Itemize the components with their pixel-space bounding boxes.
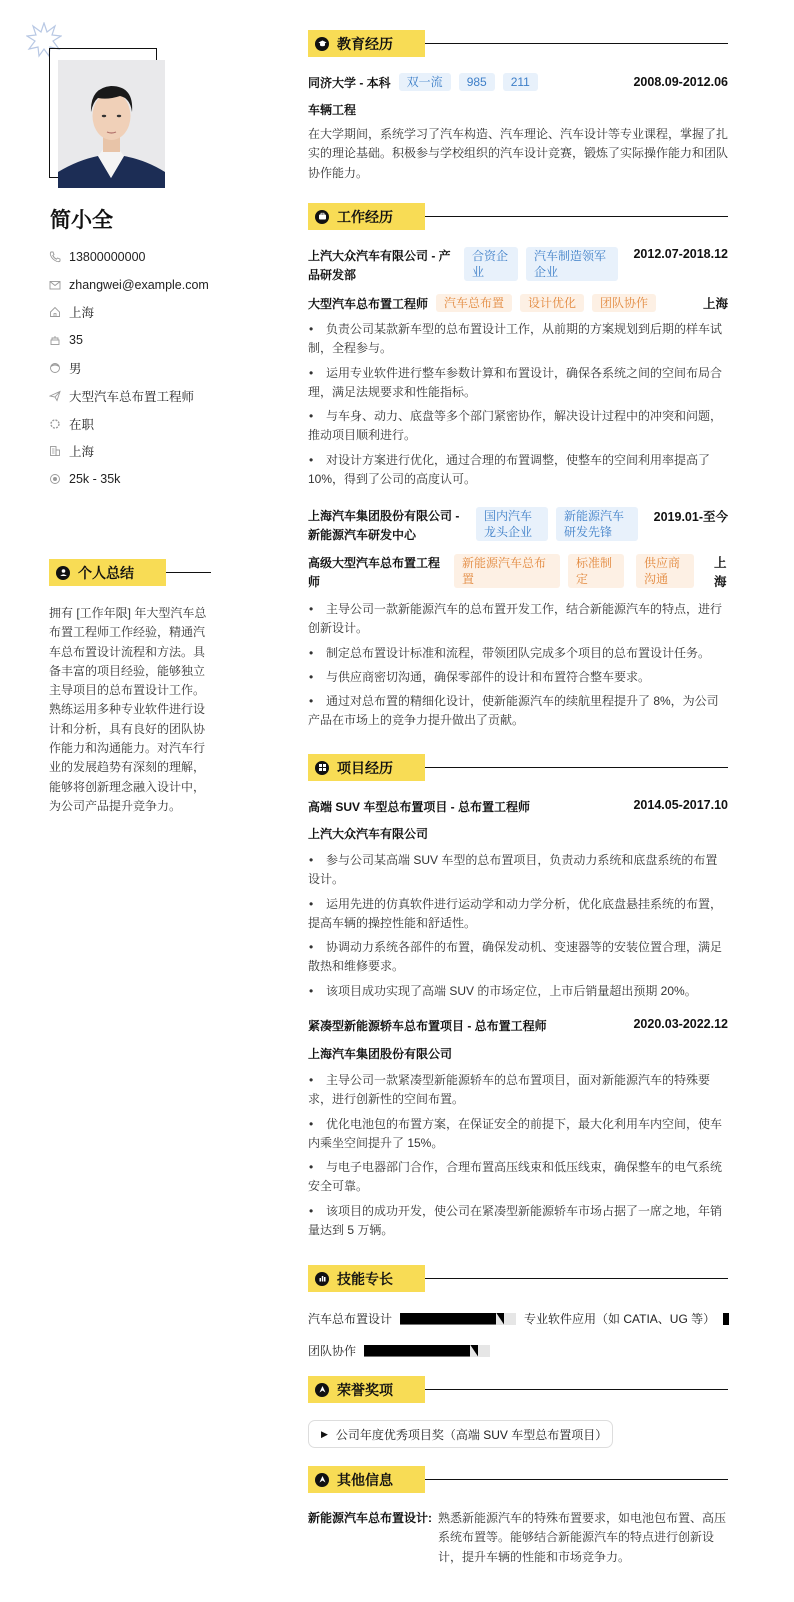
info-email [48,271,209,299]
bullet-item: • 对设计方案进行优化，通过合理的布置调整，使整车的空间利用率提高了 10%，得到了公司的高度认可。 [308,452,711,487]
job-role-row [308,294,728,312]
bullet-item: • 优化电池包的布置方案，在保证安全的前提下，最大化利用车内空间，使车内乘坐空间提升了 15%。 [308,1116,723,1150]
bullet-item: • 该项目的成功开发，使公司在紧凑型新能源轿车市场占据了一席之地，年销量达到 5 万辆。 [308,1203,723,1238]
divider [166,572,211,574]
expand-triangle-icon: ▶ [321,1428,328,1439]
school-name: 同济大学 - 本科 [308,75,391,90]
major: 车辆工程 [308,103,357,117]
school-tag: 985 [459,73,495,91]
education-header [308,73,728,91]
contact-info-list [48,243,209,493]
project-company: 上汽大众汽车有限公司 [308,827,429,841]
job-bullets [308,600,728,736]
bullet-item: • 负责公司某款新车型的总布置设计工作，从前期的方案规划到后期的样车试制，全程参与。 [308,322,723,356]
divider [425,1278,728,1280]
bullet-item: • 主导公司一款紧凑型新能源轿车的总布置项目，面对新能源汽车的特殊要求，进行创新性的空间布置。 [308,1073,711,1107]
avatar [58,60,165,188]
skill-item [308,1342,490,1359]
info-position [48,382,209,410]
role-tag: 设计优化 [520,294,584,312]
job-role: 大型汽车总布置工程师 [308,296,429,311]
info-value: 25k - 35k [69,472,121,487]
project-name: 紧凑型新能源轿车总布置项目 - 总布置工程师 [308,1019,547,1033]
divider [425,1389,728,1391]
skill-name: 团队协作 [308,1344,357,1358]
award-icon [315,1383,329,1397]
company-tag: 国内汽车龙头企业 [476,507,548,541]
info-value: 35 [69,333,83,348]
bullet-item: • 通过对总布置的精细化设计，使新能源汽车的续航里程提升了 8%，为公司产品在市场上的竞争力提升做出了贡献。 [308,694,719,728]
info-value: 男 [69,362,82,377]
bar-chart-icon [315,1272,329,1286]
section-title: 个人总结 [78,564,134,581]
school-tag: 双一流 [399,73,451,91]
education-description: 在大学期间，系统学习了汽车构造、汽车理论、汽车设计等专业课程，掌握了扎实的理论基础。积极参与学校组织的汽车设计竞赛，锻炼了实际操作能力和团队协作能力。 [308,127,729,180]
project-header [308,1017,728,1034]
skill-bar [723,1313,729,1325]
project-bullets [308,851,728,1006]
role-tag: 新能源汽车总布置 [454,554,560,588]
bullet-item: • 参与公司某高端 SUV 车型的总布置项目，负责动力系统和底盘系统的布置设计。 [308,853,718,887]
role-tag: 汽车总布置 [436,294,512,312]
info-icon [315,1473,329,1487]
building-icon [48,444,62,458]
info-value: zhangwei@example.com [69,277,209,292]
award-item[interactable] [308,1420,613,1448]
graduation-cap-icon [315,37,329,51]
job-date: 2012.07-2018.12 [633,247,728,261]
skill-item [308,1310,516,1327]
info-value: 13800000000 [69,249,146,264]
info-status [48,410,209,438]
section-header-other [308,1466,728,1493]
home-icon [48,305,62,319]
role-tag: 标准制定 [568,554,624,588]
role-tag: 供应商沟通 [636,554,694,588]
school-tag: 211 [503,73,538,91]
summary-text: 拥有 [工作年限] 年大型汽车总布置工程师工作经验，精通汽车总布置设计流程和方法。具备丰富的项目经验，能够独立主导项目的总布置设计工作。熟练运用多种专业软件进行设计和分析，具有良好的团队协作能力和沟通能力。对汽车行业的发展趋势有深刻的理解，能够将创新理念融入设计中，为公司产品提升竞争力。 [49,606,207,813]
info-age [48,326,209,354]
skill-item [524,1310,729,1327]
company-name: 上海汽车集团股份有限公司 - 新能源汽车研发中心 [308,509,460,542]
project-company: 上海汽车集团股份有限公司 [308,1047,453,1061]
info-gender [48,354,209,382]
section-header-work [308,203,728,230]
divider [425,216,728,218]
award-text: 公司年度优秀项目奖（高端 SUV 车型总布置项目） [335,1427,608,1442]
briefcase-icon [315,210,329,224]
other-info-label: 新能源汽车总布置设计: [308,1511,432,1525]
bullet-item: • 该项目成功实现了高端 SUV 的市场定位，上市后销量超出预期 20%。 [309,983,697,998]
bullet-item: • 协调动力系统各部件的布置，确保发动机、变速器等的安装位置合理，满足散热和维修要求。 [308,940,723,974]
salary-icon [48,472,62,486]
paper-plane-icon [48,389,62,403]
section-header-education [308,30,728,57]
project-date: 2014.05-2017.10 [633,798,728,812]
skill-bar [400,1313,516,1325]
info-value: 上海 [69,306,95,321]
cake-icon [48,333,62,347]
section-title: 教育经历 [337,35,393,52]
grid-icon [315,761,329,775]
project-company-row [308,825,728,842]
status-icon [48,417,62,431]
section-title: 技能专长 [337,1270,393,1287]
divider [425,43,728,45]
info-value: 大型汽车总布置工程师 [69,389,195,404]
candidate-name: 简小全 [50,209,113,232]
role-tag: 团队协作 [592,294,656,312]
job-header [308,507,728,545]
company-tag: 合资企业 [464,247,518,281]
job-role: 高级大型汽车总布置工程师 [308,556,441,589]
project-date: 2020.03-2022.12 [633,1017,728,1031]
project-name: 高端 SUV 车型总布置项目 - 总布置工程师 [308,800,531,814]
bullet-item: • 主导公司一款新能源汽车的总布置开发工作，结合新能源汽车的特点，进行创新设计。 [308,602,723,636]
job-date: 2019.01-至今 [653,510,728,524]
job-header [308,247,728,285]
skill-name: 汽车总布置设计 [308,1312,393,1326]
skill-bar [364,1345,490,1357]
section-title: 荣誉奖项 [337,1381,393,1398]
user-icon [56,566,70,580]
project-bullets [308,1071,728,1245]
section-title: 项目经历 [337,759,393,776]
divider [425,767,728,769]
bullet-item: • 运用先进的仿真软件进行运动学和动力学分析，优化底盘悬挂系统的布置，提高车辆的操控性能和舒适性。 [308,896,723,930]
sidebar [0,0,260,1602]
job-bullets [308,320,728,494]
gender-icon [48,361,62,375]
company-tag: 新能源汽车研发先锋 [556,507,638,541]
project-company-row [308,1045,728,1062]
phone-icon [48,250,62,264]
company-name: 上汽大众汽车有限公司 - 产品研发部 [308,249,451,282]
company-tag: 汽车制造领军企业 [526,247,618,281]
education-major-row [308,101,728,118]
section-header-summary [49,559,211,586]
skill-name: 专业软件应用（如 CATIA、UG 等） [524,1312,716,1326]
section-header-awards [308,1376,728,1403]
bullet-item: • 与电子电器部门合作，合理布置高压线束和低压线束，确保整车的电气系统安全可靠。 [308,1160,723,1194]
info-phone [48,243,209,271]
info-home [48,299,209,327]
section-header-projects [308,754,728,781]
bullet-item: • 与供应商密切沟通，确保零部件的设计和布置符合整车要求。 [309,669,651,684]
section-title: 其他信息 [337,1471,393,1488]
info-value: 上海 [69,445,95,460]
education-date: 2008.09-2012.06 [633,75,728,89]
bullet-item: • 制定总布置设计标准和流程，带领团队完成多个项目的总布置设计任务。 [309,645,711,660]
section-title: 工作经历 [337,208,393,225]
project-header [308,798,728,815]
other-info-row [308,1509,728,1567]
bullet-item: • 与车身、动力、底盘等多个部门紧密协作，解决设计过程中的冲突和问题，推动项目顺利进行。 [308,409,723,443]
info-city [48,438,209,466]
other-info-text: 熟悉新能源汽车的特殊布置要求，如电池包布置、高压系统布置等。能够结合新能源汽车的特点进行创新设计，提升车辆的性能和市场竞争力。 [438,1511,727,1564]
info-value: 在职 [69,417,95,432]
job-city: 上海 [714,556,727,589]
job-role-row [308,554,728,592]
mail-icon [48,278,62,292]
bullet-item: • 运用专业软件进行整车参数计算和布置设计，确保各系统之间的空间布局合理，满足法规要求和性能指标。 [308,365,723,399]
info-salary [48,465,209,493]
divider [425,1479,728,1481]
section-header-skills [308,1265,728,1292]
job-city: 上海 [702,297,728,311]
